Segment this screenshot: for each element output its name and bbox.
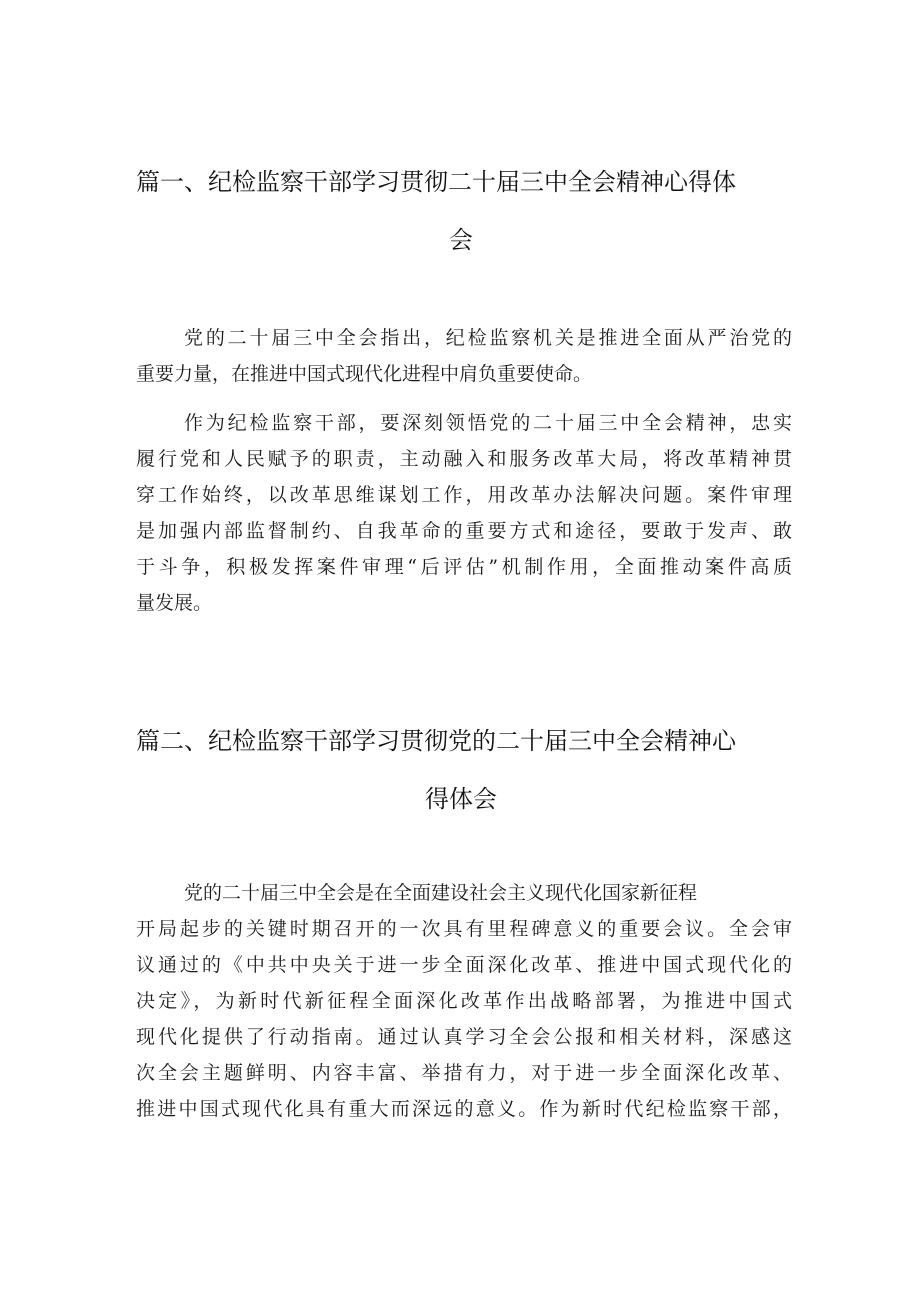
paragraph-line: 现代化提供了行动指南。通过认真学习全会公报和相关材料，深感这 [136, 1026, 792, 1048]
paragraph-line: 推进中国式现代化具有重大而深远的意义。作为新时代纪检监察干部， [136, 1098, 792, 1120]
section2-title [136, 712, 786, 828]
section2-title-line-1: 篇二、纪检监察干部学习贯彻党的二十届三中全会精神心 [136, 727, 736, 755]
section2-paragraph-1 [136, 875, 792, 1127]
paragraph-line: 履行党和人民赋予的职责，主动融入和服务改革大局，将改革精神贯 [136, 448, 792, 470]
paragraph-line: 开局起步的关键时期召开的一次具有里程碑意义的重要会议。全会审 [136, 918, 792, 940]
section1-paragraph-2 [136, 405, 792, 621]
paragraph-line: 量发展。 [136, 592, 213, 614]
section1-title-line-1: 篇一、纪检监察干部学习贯彻二十届三中全会精神心得体 [136, 168, 736, 196]
paragraph-line: 党的二十届三中全会指出，纪检监察机关是推进全面从严治党的 [184, 327, 792, 349]
paragraph-line: 议通过的《中共中央关于进一步全面深化改革、推进中国式现代化的 [136, 954, 792, 976]
section1-title-line-2: 会 [449, 226, 473, 254]
section2-title-line-2: 得体会 [425, 785, 497, 813]
paragraph-line: 作为纪检监察干部，要深刻领悟党的二十届三中全会精神，忠实 [184, 412, 792, 434]
paragraph-line: 党的二十届三中全会是在全面建设社会主义现代化国家新征程 [184, 882, 698, 904]
paragraph-line: 次全会主题鲜明、内容丰富、举措有力，对于进一步全面深化改革、 [136, 1062, 792, 1084]
paragraph-line: 是加强内部监督制约、自我革命的重要方式和途径，要敢于发声、敢 [136, 520, 792, 542]
paragraph-line: 穿工作始终，以改革思维谋划工作，用改革办法解决问题。案件审理 [136, 484, 792, 506]
section1-title [136, 153, 786, 269]
section1-paragraph-1 [136, 320, 792, 392]
paragraph-line: 重要力量，在推进中国式现代化进程中肩负重要使命。 [136, 363, 593, 385]
paragraph-line: 于斗争，积极发挥案件审理“后评估”机制作用，全面推动案件高质 [136, 556, 792, 578]
paragraph-line: 决定》，为新时代新征程全面深化改革作出战略部署，为推进中国式 [136, 990, 792, 1012]
